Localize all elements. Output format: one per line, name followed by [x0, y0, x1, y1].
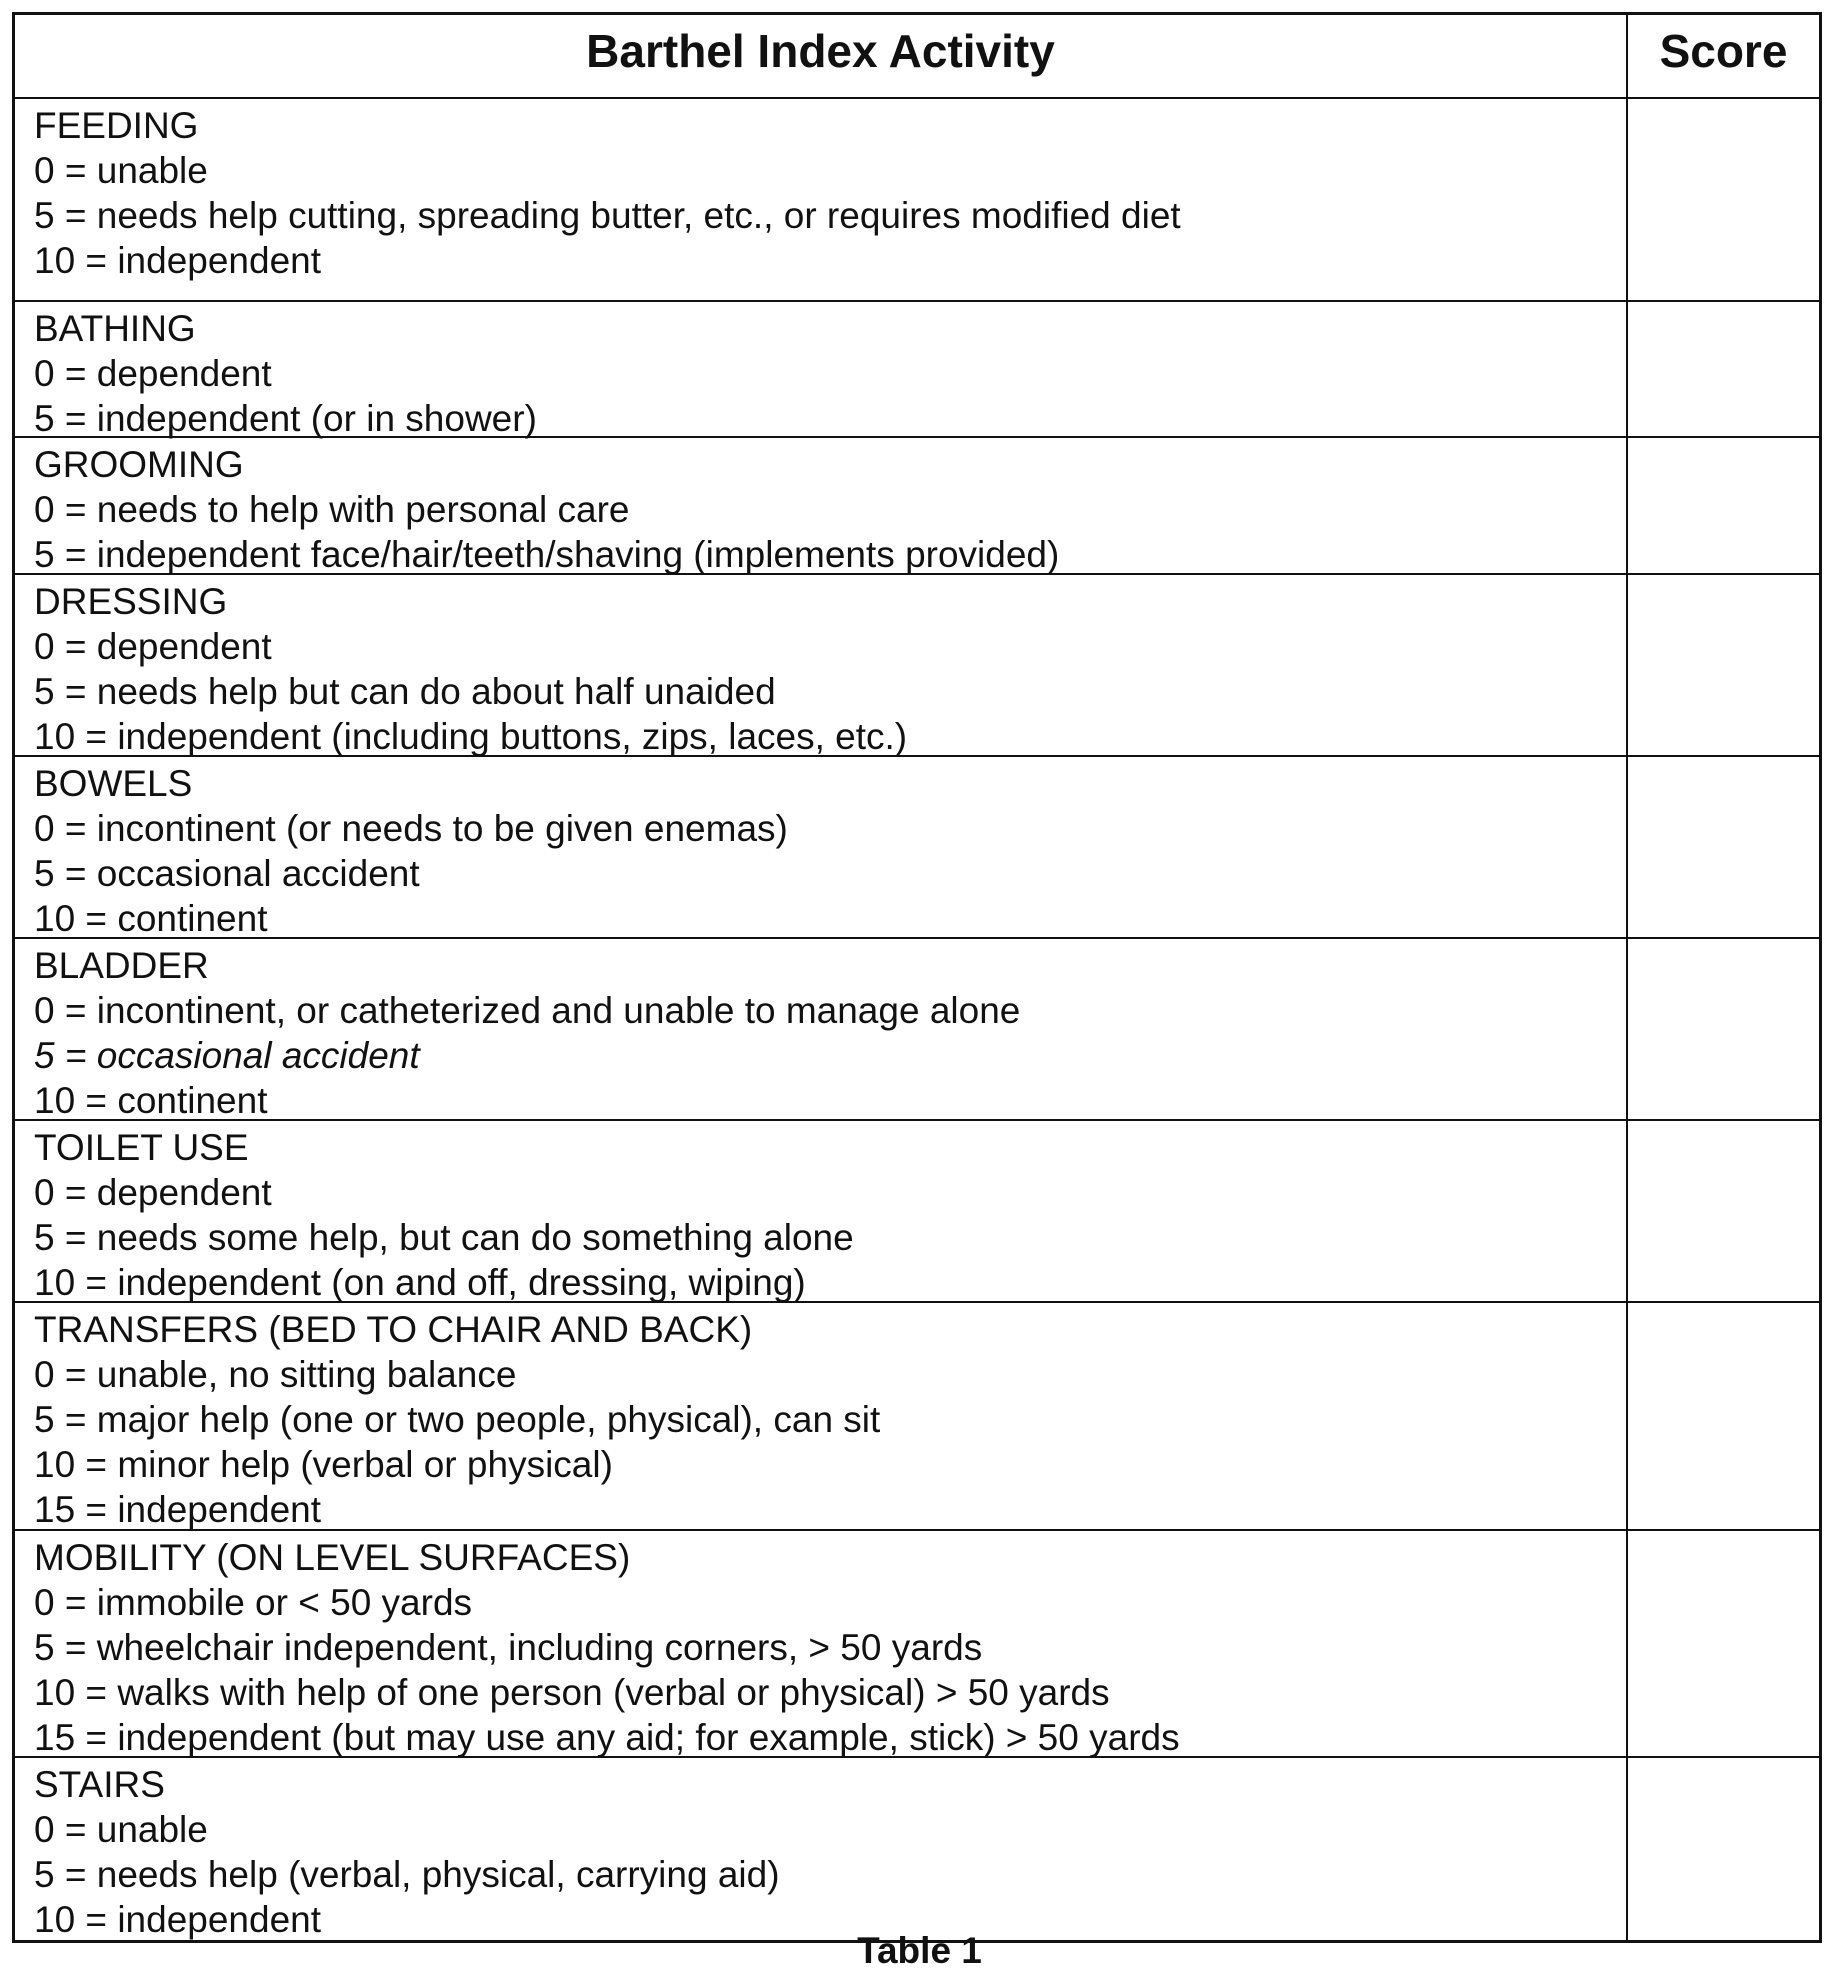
activity-option: 5 = needs some help, but can do something alone	[34, 1217, 854, 1258]
activity-option: 5 = needs help cutting, spreading butter, etc., or requires modified diet	[34, 195, 1181, 236]
activity-option: 10 = continent	[34, 898, 268, 939]
activity-option: 5 = occasional accident	[34, 1035, 420, 1076]
activity-option: 0 = incontinent (or needs to be given enemas)	[34, 808, 788, 849]
activity-option: 10 = minor help (verbal or physical)	[34, 1444, 613, 1485]
activity-title: MOBILITY (ON LEVEL SURFACES)	[34, 1537, 631, 1578]
score-cell[interactable]	[1628, 575, 1819, 755]
activity-title: DRESSING	[34, 581, 228, 622]
score-cell[interactable]	[1628, 1303, 1819, 1529]
score-cell[interactable]	[1628, 939, 1819, 1119]
table-row-bathing	[15, 300, 1819, 439]
table-row-stairs	[15, 1756, 1819, 1940]
activity-option: 5 = independent (or in shower)	[34, 398, 537, 439]
activity-cell	[15, 302, 1628, 439]
activity-title: BOWELS	[34, 763, 193, 804]
activity-option: 5 = wheelchair independent, including corners, > 50 yards	[34, 1627, 983, 1668]
table-row-transfers	[15, 1301, 1819, 1529]
score-cell[interactable]	[1628, 1758, 1819, 1940]
activity-option: 0 = needs to help with personal care	[34, 489, 630, 530]
activity-cell	[15, 99, 1628, 300]
activity-title: TOILET USE	[34, 1127, 249, 1168]
table-header-row	[15, 15, 1819, 97]
activity-option: 10 = independent	[34, 240, 322, 281]
activity-option: 10 = continent	[34, 1080, 268, 1121]
activity-option: 0 = immobile or < 50 yards	[34, 1582, 473, 1623]
activity-option: 0 = dependent	[34, 1172, 272, 1213]
activity-option: 0 = incontinent, or catheterized and unable to manage alone	[34, 990, 1021, 1031]
activity-title: BLADDER	[34, 945, 209, 986]
barthel-index-table	[12, 12, 1822, 1943]
score-cell[interactable]	[1628, 757, 1819, 937]
table-row-bladder	[15, 937, 1819, 1119]
activity-option: 0 = unable	[34, 150, 208, 191]
activity-option: 10 = independent (including buttons, zips, laces, etc.)	[34, 716, 908, 757]
table-row-toilet-use	[15, 1119, 1819, 1301]
table-caption: Table 1	[857, 1930, 982, 1971]
activity-title: FEEDING	[34, 105, 199, 146]
activity-option: 15 = independent (but may use any aid; for example, stick) > 50 yards	[34, 1717, 1180, 1758]
activity-option: 15 = independent	[34, 1489, 322, 1530]
score-column-header: Score	[1659, 25, 1788, 77]
score-cell[interactable]	[1628, 1121, 1819, 1301]
table-row-bowels	[15, 755, 1819, 937]
activity-cell	[15, 575, 1628, 755]
score-cell[interactable]	[1628, 438, 1819, 573]
activity-cell	[15, 1758, 1628, 1940]
activity-cell	[15, 757, 1628, 937]
activity-option: 5 = occasional accident	[34, 853, 420, 894]
activity-option: 5 = needs help (verbal, physical, carrying aid)	[34, 1854, 780, 1895]
activity-title: GROOMING	[34, 444, 244, 485]
table-row-feeding	[15, 97, 1819, 300]
activity-cell	[15, 438, 1628, 573]
activity-option: 10 = walks with help of one person (verbal or physical) > 50 yards	[34, 1672, 1110, 1713]
activity-cell	[15, 939, 1628, 1119]
activity-title: TRANSFERS (BED TO CHAIR AND BACK)	[34, 1309, 753, 1350]
activity-cell	[15, 1303, 1628, 1529]
activity-option: 0 = unable, no sitting balance	[34, 1354, 517, 1395]
activity-option: 5 = needs help but can do about half unaided	[34, 671, 776, 712]
activity-title: BATHING	[34, 308, 196, 349]
activity-option: 0 = unable	[34, 1809, 208, 1850]
activity-option: 5 = major help (one or two people, physical), can sit	[34, 1399, 881, 1440]
activity-title: STAIRS	[34, 1764, 165, 1805]
table-row-grooming	[15, 436, 1819, 573]
activity-option: 0 = dependent	[34, 626, 272, 667]
score-cell[interactable]	[1628, 1531, 1819, 1756]
score-cell[interactable]	[1628, 302, 1819, 436]
table-row-mobility	[15, 1529, 1819, 1756]
activity-column-header: Barthel Index Activity	[15, 15, 1628, 97]
activity-option: 10 = independent	[34, 1899, 322, 1940]
activity-option: 0 = dependent	[34, 353, 272, 394]
score-cell[interactable]	[1628, 99, 1819, 300]
table-row-dressing	[15, 573, 1819, 755]
activity-option: 10 = independent (on and off, dressing, wiping)	[34, 1262, 806, 1303]
activity-option: 5 = independent face/hair/teeth/shaving (implements provided)	[34, 534, 1060, 575]
activity-cell	[15, 1121, 1628, 1301]
activity-cell	[15, 1531, 1628, 1756]
